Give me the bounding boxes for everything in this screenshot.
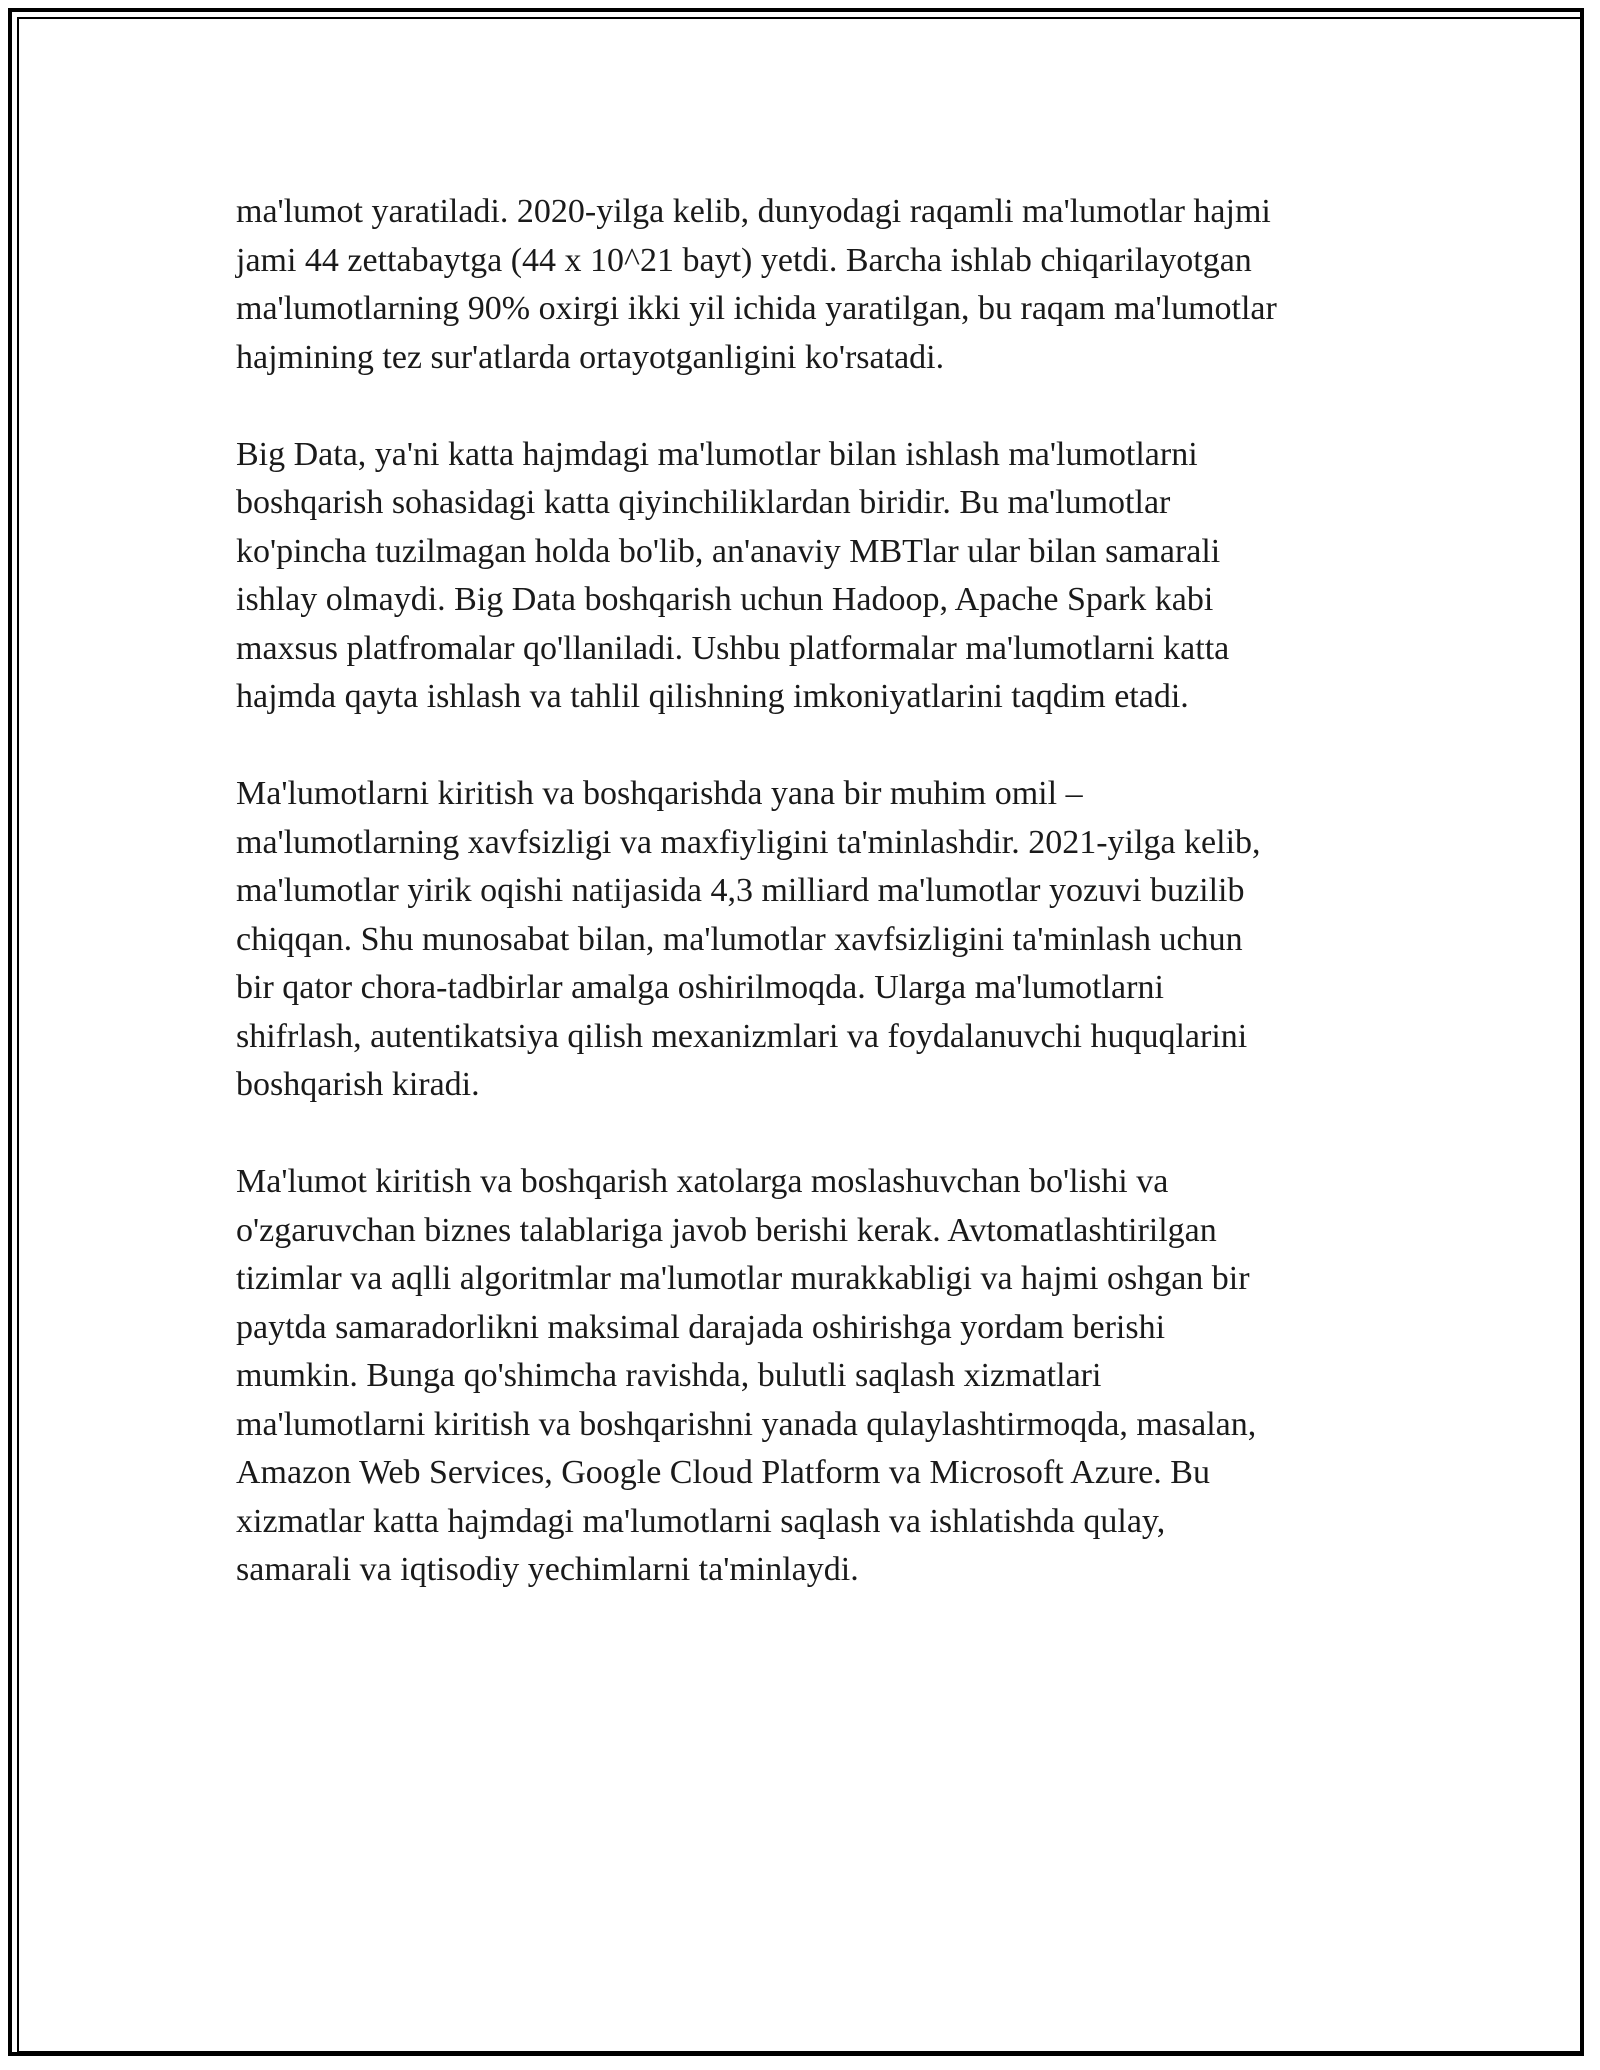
text-line: ishlay olmaydi. Big Data boshqarish uchun Hadoop, Apache Spark kabi	[236, 581, 1214, 618]
document-body	[236, 188, 1376, 1643]
text-line: Ma'lumotlarni kiritish va boshqarishda yana bir muhim omil –	[236, 775, 1083, 812]
paragraph-1	[236, 188, 1376, 382]
text-line: shifrlash, autentikatsiya qilish mexanizmlari va foydalanuvchi huquqlarini	[236, 1017, 1248, 1055]
text-line: mumkin. Bunga qo'shimcha ravishda, bulutli saqlash xizmatlari	[236, 1357, 1102, 1394]
text-line: tizimlar va aqlli algoritmlar ma'lumotlar murakkabligi va hajmi oshgan bir	[236, 1260, 1250, 1297]
paragraph-3	[236, 770, 1376, 1110]
text-line: xizmatlar katta hajmdagi ma'lumotlarni saqlash va ishlatishda qulay,	[236, 1502, 1166, 1540]
text-line: hajmda qayta ishlash va tahlil qilishning imkoniyatlarini taqdim etadi.	[236, 678, 1189, 715]
text-line: ma'lumotlar yirik oqishi natijasida 4,3 milliard ma'lumotlar yozuvi buzilib	[236, 872, 1245, 909]
text-line: bir qator chora-tadbirlar amalga oshirilmoqda. Ularga ma'lumotlarni	[236, 969, 1164, 1006]
text-line: o'zgaruvchan biznes talablariga javob berishi kerak. Avtomatlashtirilgan	[236, 1211, 1217, 1249]
text-line: Ma'lumot kiritish va boshqarish xatolarga moslashuvchan bo'lishi va	[236, 1163, 1169, 1200]
text-line: hajmining tez sur'atlarda ortayotganligini ko'rsatadi.	[236, 338, 945, 376]
text-line: Big Data, ya'ni katta hajmdagi ma'lumotlar bilan ishlash ma'lumotlarni	[236, 435, 1198, 473]
text-line: samarali va iqtisodiy yechimlarni ta'minlaydi.	[236, 1551, 859, 1588]
paragraph-2	[236, 431, 1376, 722]
text-line: paytda samaradorlikni maksimal darajada oshirishga yordam berishi	[236, 1308, 1166, 1346]
text-line: boshqarish kiradi.	[236, 1066, 480, 1103]
text-line: ma'lumot yaratiladi. 2020-yilga kelib, dunyodagi raqamli ma'lumotlar hajmi	[236, 193, 1271, 230]
text-line: jami 44 zettabaytga (44 x 10^21 bayt) yetdi. Barcha ishlab chiqarilayotgan	[236, 241, 1252, 279]
text-line: boshqarish sohasidagi katta qiyinchiliklardan biridir. Bu ma'lumotlar	[236, 484, 1171, 521]
text-line: ma'lumotlarni kiritish va boshqarishni yanada qulaylashtirmoqda, masalan,	[236, 1405, 1257, 1443]
text-line: ko'pincha tuzilmagan holda bo'lib, an'anaviy MBTlar ular bilan samarali	[236, 532, 1221, 570]
text-line: chiqqan. Shu munosabat bilan, ma'lumotlar xavfsizligini ta'minlash uchun	[236, 920, 1243, 958]
text-line: ma'lumotlarning 90% oxirgi ikki yil ichida yaratilgan, bu raqam ma'lumotlar	[236, 290, 1277, 327]
text-line: Amazon Web Services, Google Cloud Platform va Microsoft Azure. Bu	[236, 1454, 1210, 1491]
text-line: maxsus platfromalar qo'llaniladi. Ushbu platformalar ma'lumotlarni katta	[236, 629, 1230, 667]
text-line: ma'lumotlarning xavfsizligi va maxfiyligini ta'minlashdir. 2021-yilga kelib,	[236, 823, 1261, 861]
paragraph-4	[236, 1158, 1376, 1595]
